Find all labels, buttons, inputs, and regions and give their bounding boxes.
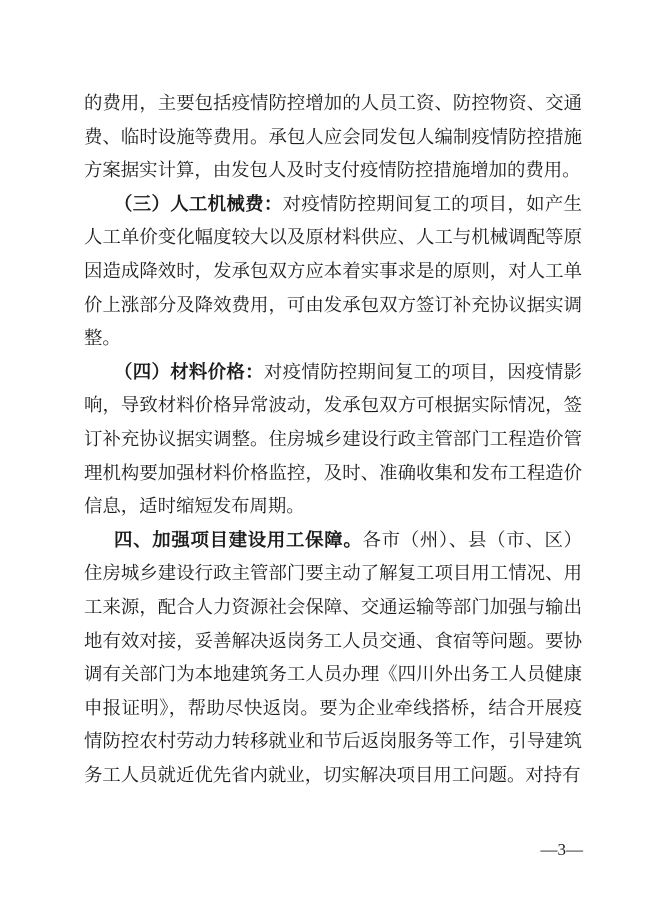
paragraph-heading: 四、加强项目建设用工保障。 [114, 529, 363, 550]
paragraph-text: 对疫情防控期间复工的项目，因疫情影响，导致材料价格异常波动，发承包双方可根据实际情况，签订补充协议据实调整。住房城乡建设行政主管部门工程造价管理机构要加强材料价格监控，及时、准确收集和发布工程造价信息，适时缩短发布周期。 [84, 361, 582, 517]
paragraph-heading: （三）人工机械费： [114, 193, 283, 214]
page-number: —3— [540, 840, 583, 859]
document-body [84, 87, 582, 792]
paragraph-text: 对疫情防控期间复工的项目，如产生人工单价变化幅度较大以及原材料供应、人工与机械调配等原因造成降效时，发承包双方应本着实事求是的原则，对人工单价上涨部分及降效费用，可由发承包双方签订补充协议据实调整。 [84, 193, 582, 349]
paragraph [84, 188, 582, 356]
paragraph [84, 524, 582, 793]
paragraph-text: 各市（州）、县（市、区）住房城乡建设行政主管部门要主动了解复工项目用工情况、用工来源，配合人力资源社会保障、交通运输等部门加强与输出地有效对接，妥善解决返岗务工人员交通、食宿等问题。要协调有关部门为本地建筑务工人员办理《四川外出务工人员健康申报证明》，帮助尽快返岗。要为企业牵线搭桥，结合开展疫情防控农村劳动力转移就业和节后返岗服务等工作，引导建筑务工人员就近优先省内就业，切实解决项目用工问题。对持有 [84, 529, 582, 785]
paragraph [84, 87, 582, 188]
paragraph [84, 356, 582, 524]
paragraph-heading: （四）材料价格： [114, 361, 264, 382]
paragraph-text: 的费用，主要包括疫情防控增加的人员工资、防控物资、交通费、临时设施等费用。承包人应会同发包人编制疫情防控措施方案据实计算，由发包人及时支付疫情防控措施增加的费用。 [84, 93, 582, 181]
